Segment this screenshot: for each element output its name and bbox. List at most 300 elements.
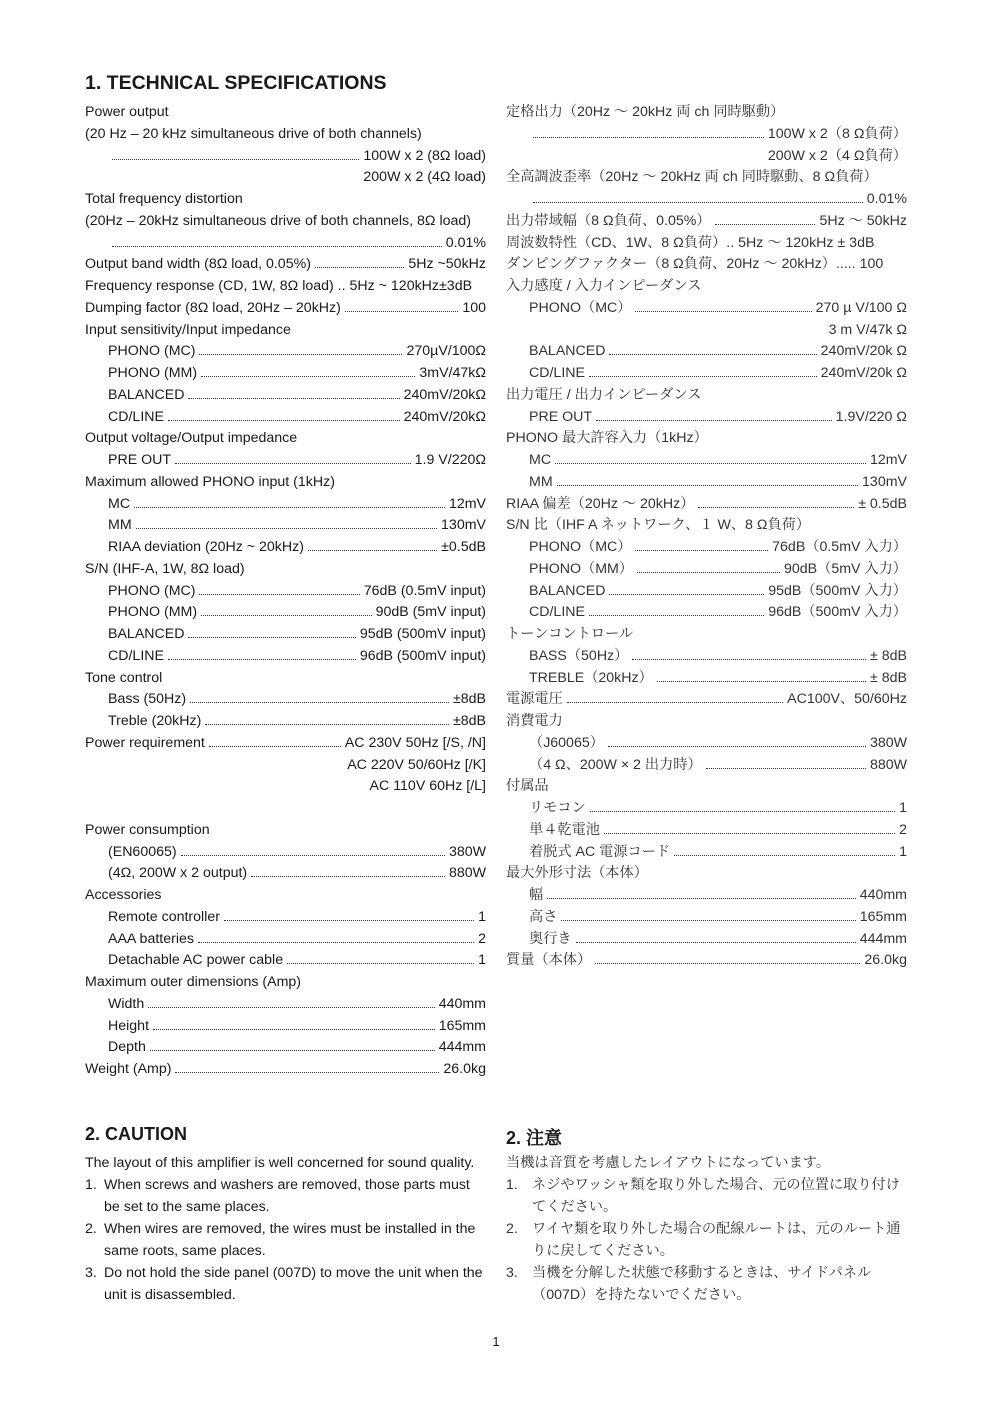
- spec-value: 380W: [869, 734, 907, 751]
- spec-value: 3mV/47kΩ: [419, 365, 486, 381]
- dot-leader: [315, 267, 404, 268]
- spec-value: 240mV/20k Ω: [820, 365, 907, 381]
- dot-leader: [635, 550, 768, 551]
- spec-row: [85, 885, 486, 907]
- dot-leader: [576, 942, 856, 943]
- dot-leader: [150, 1050, 435, 1051]
- spec-value: 240mV/20k Ω: [820, 343, 907, 360]
- spec-value: 270µV/100Ω: [406, 343, 486, 360]
- spec-heading: 消費電力: [506, 713, 563, 729]
- spec-row: [85, 1037, 486, 1059]
- spec-heading: 出力電圧 / 出力インピーダンス: [506, 386, 702, 403]
- spec-row: [506, 515, 907, 537]
- dot-leader: [209, 746, 341, 747]
- spec-value: 100W x 2（8 Ω負荷）: [767, 125, 907, 142]
- spec-heading: Maximum allowed PHONO input (1kHz): [85, 473, 335, 490]
- spec-label: PHONO (MC): [108, 582, 196, 599]
- spec-value: 26.0kg: [443, 1061, 486, 1077]
- dot-leader: [175, 1072, 439, 1073]
- spec-label: CD/LINE: [529, 604, 585, 621]
- dot-leader: [190, 702, 449, 703]
- dot-leader: [148, 1007, 434, 1008]
- dot-leader: [609, 354, 816, 355]
- spec-label: リモコン: [529, 800, 586, 816]
- spec-row: [506, 233, 907, 255]
- caution-item-text: Do not hold the side panel (007D) to move the unit when the unit is disassembled.: [104, 1265, 483, 1303]
- spec-value: 165mm: [438, 1017, 486, 1034]
- dot-leader: [153, 1029, 435, 1030]
- spec-row: [506, 494, 907, 516]
- caution-japanese: [506, 1152, 908, 1306]
- dot-leader: [596, 420, 832, 421]
- spec-row: [506, 755, 907, 777]
- spec-row: [506, 711, 907, 733]
- spec-heading: 定格出力（20Hz 〜 20kHz 両 ch 同時駆動）: [506, 104, 785, 120]
- spec-heading: 全高調波歪率（20Hz 〜 20kHz 両 ch 同時駆動、8 Ω負荷）: [506, 169, 878, 186]
- spec-label: Power requirement: [85, 734, 205, 751]
- spec-row: [85, 472, 486, 494]
- dot-leader: [201, 615, 372, 616]
- spec-value: 1: [478, 908, 486, 925]
- spec-heading: 最大外形寸法（本体）: [506, 865, 648, 882]
- spec-row: [85, 124, 486, 146]
- spec-value: 0.01%: [445, 234, 486, 251]
- spec-value: 5Hz 〜 50kHz: [819, 212, 907, 229]
- spec-row: [85, 276, 486, 298]
- spec-heading: (20Hz – 20kHz simultaneous drive of both channels, 8Ω load): [85, 212, 471, 229]
- spec-heading: トーンコントロール: [506, 626, 634, 642]
- caution-item-number: 3.: [506, 1265, 518, 1281]
- dot-leader: [674, 855, 895, 856]
- spec-label: Height: [108, 1017, 150, 1034]
- spec-label: 出力帯域幅（8 Ω負荷、0.05%）: [506, 212, 711, 229]
- spec-value: 444mm: [859, 930, 907, 947]
- dot-leader: [590, 811, 895, 812]
- spec-row: [85, 776, 486, 798]
- spec-label: PHONO (MM): [108, 604, 198, 621]
- spec-row: [85, 820, 486, 842]
- spec-label: Frequency response (CD, 1W, 8Ω load) .. 5Hz ~ 120kHz±3dB: [85, 278, 473, 294]
- dot-leader: [557, 485, 858, 486]
- dot-leader: [224, 920, 474, 921]
- spec-value: 240mV/20kΩ: [403, 386, 486, 403]
- caution-item-number: 1.: [85, 1177, 97, 1193]
- dot-leader: [657, 681, 866, 682]
- spec-row: [85, 602, 486, 624]
- spec-row: [506, 211, 907, 233]
- caution-list: [85, 1174, 487, 1306]
- spec-value: 100W x 2 (8Ω load): [363, 147, 486, 164]
- spec-row: [85, 689, 486, 711]
- caution-item-number: 1.: [506, 1177, 518, 1193]
- spec-row: [506, 276, 907, 298]
- spec-value: 95dB (500mV input): [359, 626, 486, 642]
- spec-value: 96dB (500mV input): [359, 647, 486, 664]
- spec-heading: Total frequency distortion: [85, 191, 243, 207]
- spec-row: [85, 994, 486, 1016]
- spec-row: [506, 320, 907, 342]
- spec-row: [506, 863, 907, 885]
- dot-leader: [533, 137, 764, 138]
- spec-label: TREBLE（20kHz）: [529, 669, 653, 686]
- spec-row: [85, 428, 486, 450]
- spec-heading: S/N (IHF-A, 1W, 8Ω load): [85, 560, 245, 577]
- caution-item-text: 当機を分解した状態で移動するときは、サイドパネル（007D）を持たないでください。: [532, 1265, 872, 1303]
- dot-leader: [698, 507, 854, 508]
- dot-leader: [589, 376, 817, 377]
- spec-row: [85, 494, 486, 516]
- spec-value: 95dB（500mV 入力）: [768, 582, 907, 599]
- spec-label: PHONO（MM）: [529, 560, 634, 577]
- spec-label: Depth: [108, 1039, 146, 1056]
- spec-label: 奥行き: [529, 930, 572, 947]
- spec-value: 165mm: [859, 908, 907, 925]
- spec-heading: S/N 比（IHF A ネットワーク、１ W、8 Ω負荷）: [506, 517, 811, 534]
- spec-row: [85, 407, 486, 429]
- dot-leader: [637, 572, 780, 573]
- spec-value: AC 230V 50Hz [/S, /N]: [344, 734, 486, 751]
- spec-value: 76dB (0.5mV input): [363, 582, 486, 599]
- spec-label: AAA batteries: [108, 930, 194, 947]
- spec-row: [85, 320, 486, 342]
- spec-row: [506, 689, 907, 711]
- spec-row: [506, 950, 907, 972]
- spec-row: [506, 167, 907, 189]
- spec-row: [506, 189, 907, 211]
- spec-label: PHONO (MC): [108, 343, 196, 360]
- spec-label: MC: [529, 452, 552, 468]
- spec-label: 電源電圧: [506, 691, 563, 708]
- caution-intro-japanese: 当機は音質を考慮したレイアウトになっています。: [506, 1155, 831, 1171]
- spec-row: [506, 929, 907, 951]
- spec-row: [85, 211, 486, 233]
- spec-row: [506, 907, 907, 929]
- section-title-caution: 2. CAUTION: [85, 1124, 188, 1144]
- spec-label: BALANCED: [108, 626, 185, 642]
- spec-value: 130mV: [862, 473, 907, 490]
- spec-row: [85, 581, 486, 603]
- spec-label: CD/LINE: [108, 647, 164, 664]
- spec-label: RIAA deviation (20Hz ~ 20kHz): [108, 539, 304, 555]
- spec-row: [506, 559, 907, 581]
- dot-leader: [567, 702, 783, 703]
- spec-row: [85, 907, 486, 929]
- dot-leader: [345, 311, 458, 312]
- spec-value: 380W: [448, 843, 486, 860]
- spec-label: Remote controller: [108, 908, 220, 925]
- caution-item: [506, 1262, 908, 1306]
- caution-item: [506, 1174, 908, 1218]
- spec-label: PHONO（MC）: [529, 539, 632, 555]
- dot-leader: [595, 963, 860, 964]
- page-number: 1: [492, 1334, 500, 1349]
- spec-label: MC: [108, 495, 131, 512]
- dot-leader: [635, 311, 811, 312]
- spec-row: [85, 515, 486, 537]
- spec-row: [506, 776, 907, 798]
- spec-value: 100: [462, 299, 486, 316]
- spec-value: 1: [899, 843, 907, 860]
- spec-row: [506, 842, 907, 864]
- spec-label: BALANCED: [529, 343, 606, 360]
- spec-label: BALANCED: [108, 386, 185, 403]
- spec-heading: Tone control: [85, 669, 163, 686]
- spec-row: [85, 1059, 486, 1081]
- spec-row: [506, 124, 907, 146]
- dot-leader: [205, 724, 449, 725]
- spec-label: MM: [108, 517, 132, 534]
- spec-value: 200W x 2（4 Ω負荷）: [767, 147, 907, 164]
- spec-label: Output band width (8Ω load, 0.05%): [85, 256, 311, 273]
- dot-leader: [136, 528, 437, 529]
- spec-value: 130mV: [441, 517, 486, 534]
- spec-value: 240mV/20kΩ: [403, 408, 486, 425]
- spec-label: PRE OUT: [108, 452, 172, 468]
- spec-heading: Output voltage/Output impedance: [85, 430, 298, 447]
- section-title-caution-japanese: 2. 注意: [506, 1128, 563, 1148]
- spec-row: [506, 733, 907, 755]
- spec-label: ダンピングファクター（8 Ω負荷、20Hz 〜 20kHz）..... 100: [506, 256, 884, 273]
- dot-leader: [715, 224, 816, 225]
- spec-row: [85, 646, 486, 668]
- caution-item: [506, 1218, 908, 1262]
- spec-row: [85, 146, 486, 168]
- spec-value: 440mm: [438, 995, 486, 1012]
- spec-heading: Input sensitivity/Input impedance: [85, 321, 291, 338]
- spec-heading: Power output: [85, 104, 169, 120]
- spec-label: MM: [529, 473, 553, 490]
- spec-value: 12mV: [869, 452, 907, 468]
- caution-item: [85, 1262, 487, 1306]
- spec-label: 着脱式 AC 電源コード: [529, 843, 671, 860]
- spec-value: 12mV: [448, 495, 486, 512]
- spec-row: [506, 646, 907, 668]
- spec-row: [506, 102, 907, 124]
- dot-leader: [706, 768, 866, 769]
- spec-value: 880W: [869, 756, 907, 773]
- spec-row: [85, 102, 486, 124]
- spec-label: 単４乾電池: [529, 821, 600, 838]
- spec-row: [85, 755, 486, 777]
- spec-row: [506, 624, 907, 646]
- spec-row: [506, 472, 907, 494]
- dot-leader: [199, 354, 402, 355]
- spec-label: 周波数特性（CD、1W、8 Ω負荷）.. 5Hz 〜 120kHz ± 3dB: [506, 234, 875, 251]
- spec-heading: Accessories: [85, 887, 162, 903]
- spec-label: PRE OUT: [529, 408, 593, 425]
- spec-row: [506, 428, 907, 450]
- caution-item-number: 2.: [506, 1221, 518, 1237]
- spec-row: [85, 450, 486, 472]
- dot-leader: [112, 159, 359, 160]
- spec-value: 2: [899, 821, 907, 838]
- spec-row: [85, 385, 486, 407]
- caution-item-text: When screws and washers are removed, those parts must be set to the same places.: [104, 1177, 470, 1215]
- spec-value: 96dB（500mV 入力）: [768, 604, 907, 621]
- spec-value: AC 110V 60Hz [/L]: [369, 778, 486, 795]
- spec-label: Weight (Amp): [85, 1061, 172, 1077]
- spec-label: PHONO (MM): [108, 365, 198, 381]
- spec-list-english: [85, 102, 486, 1081]
- spec-value: 76dB（0.5mV 入力）: [772, 539, 907, 555]
- spec-row: [506, 581, 907, 603]
- spec-value: 880W: [448, 865, 486, 882]
- caution-item-text: When wires are removed, the wires must be installed in the same roots, same places.: [104, 1221, 476, 1259]
- dot-leader: [589, 615, 764, 616]
- dot-leader: [112, 246, 442, 247]
- spec-label: BASS（50Hz）: [529, 647, 629, 664]
- spec-label: Bass (50Hz): [108, 691, 187, 708]
- dot-leader: [198, 942, 474, 943]
- spec-row: [85, 341, 486, 363]
- spec-label: PHONO（MC）: [529, 299, 632, 316]
- spec-label: (EN60065): [108, 843, 177, 860]
- spec-value: 1.9V/220 Ω: [835, 408, 907, 425]
- spec-row: [85, 711, 486, 733]
- dot-leader: [188, 637, 355, 638]
- dot-leader: [251, 876, 445, 877]
- spec-row: [506, 537, 907, 559]
- spec-row: [85, 624, 486, 646]
- spec-heading: (20 Hz – 20 kHz simultaneous drive of both channels): [85, 125, 422, 142]
- caution-item: [85, 1174, 487, 1218]
- section-title-technical-specifications: 1. TECHNICAL SPECIFICATIONS: [85, 72, 387, 94]
- spec-label: BALANCED: [529, 582, 606, 599]
- dot-leader: [168, 420, 400, 421]
- spec-value: ± 8dB: [870, 647, 907, 664]
- spec-row: [85, 167, 486, 189]
- caution-list-japanese: [506, 1174, 908, 1306]
- spec-value: 3 m V/47k Ω: [828, 321, 907, 338]
- caution-item-text: ネジやワッシャ類を取り外した場合、元の位置に取り付けてください。: [532, 1177, 900, 1215]
- spec-label: （4 Ω、200W × 2 出力時）: [529, 756, 702, 773]
- dot-leader: [199, 594, 359, 595]
- spec-row: [85, 254, 486, 276]
- caution-item-number: 2.: [85, 1221, 97, 1237]
- spec-row: [85, 863, 486, 885]
- caution-item-number: 3.: [85, 1265, 97, 1281]
- caution-item-text: ワイヤ類を取り外した場合の配線ルートは、元のルート通りに戻してください。: [532, 1221, 901, 1259]
- spec-row: [85, 842, 486, 864]
- spec-value: ±8dB: [452, 713, 486, 729]
- caution-item: [85, 1218, 487, 1262]
- dot-leader: [201, 376, 415, 377]
- spec-value: 26.0kg: [864, 952, 907, 969]
- spec-row: [85, 1016, 486, 1038]
- spec-value: 5Hz ~50kHz: [408, 256, 486, 273]
- spec-value: 444mm: [438, 1039, 486, 1056]
- spec-value: 200W x 2 (4Ω load): [363, 169, 486, 186]
- spec-label: CD/LINE: [529, 365, 585, 381]
- spec-row: [506, 407, 907, 429]
- spec-value: ±0.5dB: [441, 539, 486, 555]
- spec-row: [85, 233, 486, 255]
- spec-row: [506, 298, 907, 320]
- spec-value: AC 220V 50/60Hz [/K]: [347, 756, 486, 773]
- spec-value: 270 µ V/100 Ω: [815, 299, 907, 316]
- spec-label: Width: [108, 995, 145, 1012]
- spec-value: ± 8dB: [870, 669, 907, 686]
- spec-row: [85, 668, 486, 690]
- dot-leader: [632, 659, 866, 660]
- spec-row: [85, 298, 486, 320]
- dot-leader: [188, 398, 399, 399]
- spec-row: [85, 929, 486, 951]
- dot-leader: [287, 963, 474, 964]
- spec-row: [85, 733, 486, 755]
- spec-value: 1: [899, 800, 907, 816]
- spec-row: [506, 254, 907, 276]
- spec-row: [506, 668, 907, 690]
- spec-row: [85, 189, 486, 211]
- spec-label: Detachable AC power cable: [108, 952, 284, 969]
- spec-heading: PHONO 最大許容入力（1kHz）: [506, 430, 708, 447]
- spec-row: [506, 341, 907, 363]
- spec-row: [85, 559, 486, 581]
- spec-label: RIAA 偏差（20Hz 〜 20kHz）: [506, 495, 695, 512]
- spec-value: ±8dB: [452, 691, 486, 708]
- spec-value: 1: [478, 952, 486, 969]
- spec-row: [506, 602, 907, 624]
- spec-row: [506, 363, 907, 385]
- spec-value: AC100V、50/60Hz: [787, 691, 907, 708]
- spec-row: [506, 450, 907, 472]
- spec-row: [506, 798, 907, 820]
- spec-heading: Maximum outer dimensions (Amp): [85, 974, 302, 990]
- spec-row: [85, 798, 486, 820]
- spec-row: [85, 972, 486, 994]
- spec-value: 90dB（5mV 入力）: [784, 560, 907, 577]
- spec-value: 0.01%: [866, 191, 907, 207]
- spec-row: [506, 146, 907, 168]
- spec-heading: 付属品: [506, 778, 549, 795]
- spec-row: [85, 950, 486, 972]
- spec-label: (4Ω, 200W x 2 output): [108, 865, 248, 882]
- dot-leader: [609, 594, 764, 595]
- caution-english: [85, 1152, 487, 1306]
- spec-heading: 入力感度 / 入力インピーダンス: [506, 278, 702, 294]
- spec-row: [506, 885, 907, 907]
- spec-heading: Power consumption: [85, 821, 210, 838]
- spec-label: Treble (20kHz): [108, 713, 202, 729]
- spec-label: 幅: [529, 887, 544, 903]
- spec-label: （J60065）: [529, 734, 604, 751]
- spec-label: 質量（本体）: [506, 952, 592, 969]
- spec-value: 90dB (5mV input): [375, 604, 486, 621]
- dot-leader: [168, 659, 356, 660]
- spec-value: 440mm: [859, 887, 907, 903]
- dot-leader: [608, 746, 866, 747]
- caution-intro: The layout of this amplifier is well concerned for sound quality.: [85, 1155, 475, 1171]
- dot-leader: [561, 920, 855, 921]
- dot-leader: [181, 855, 445, 856]
- dot-leader: [555, 463, 866, 464]
- spec-list-japanese: [506, 102, 907, 972]
- dot-leader: [308, 550, 437, 551]
- spec-label: Dumping factor (8Ω load, 20Hz – 20kHz): [85, 299, 341, 316]
- spec-row: [85, 537, 486, 559]
- dot-leader: [533, 202, 863, 203]
- spec-value: 2: [478, 930, 486, 947]
- dot-leader: [175, 463, 411, 464]
- spec-row: [506, 820, 907, 842]
- dot-leader: [547, 898, 855, 899]
- dot-leader: [134, 507, 445, 508]
- spec-row: [506, 385, 907, 407]
- spec-value: ± 0.5dB: [858, 495, 907, 512]
- dot-leader: [604, 833, 895, 834]
- spec-label: 高さ: [529, 908, 558, 925]
